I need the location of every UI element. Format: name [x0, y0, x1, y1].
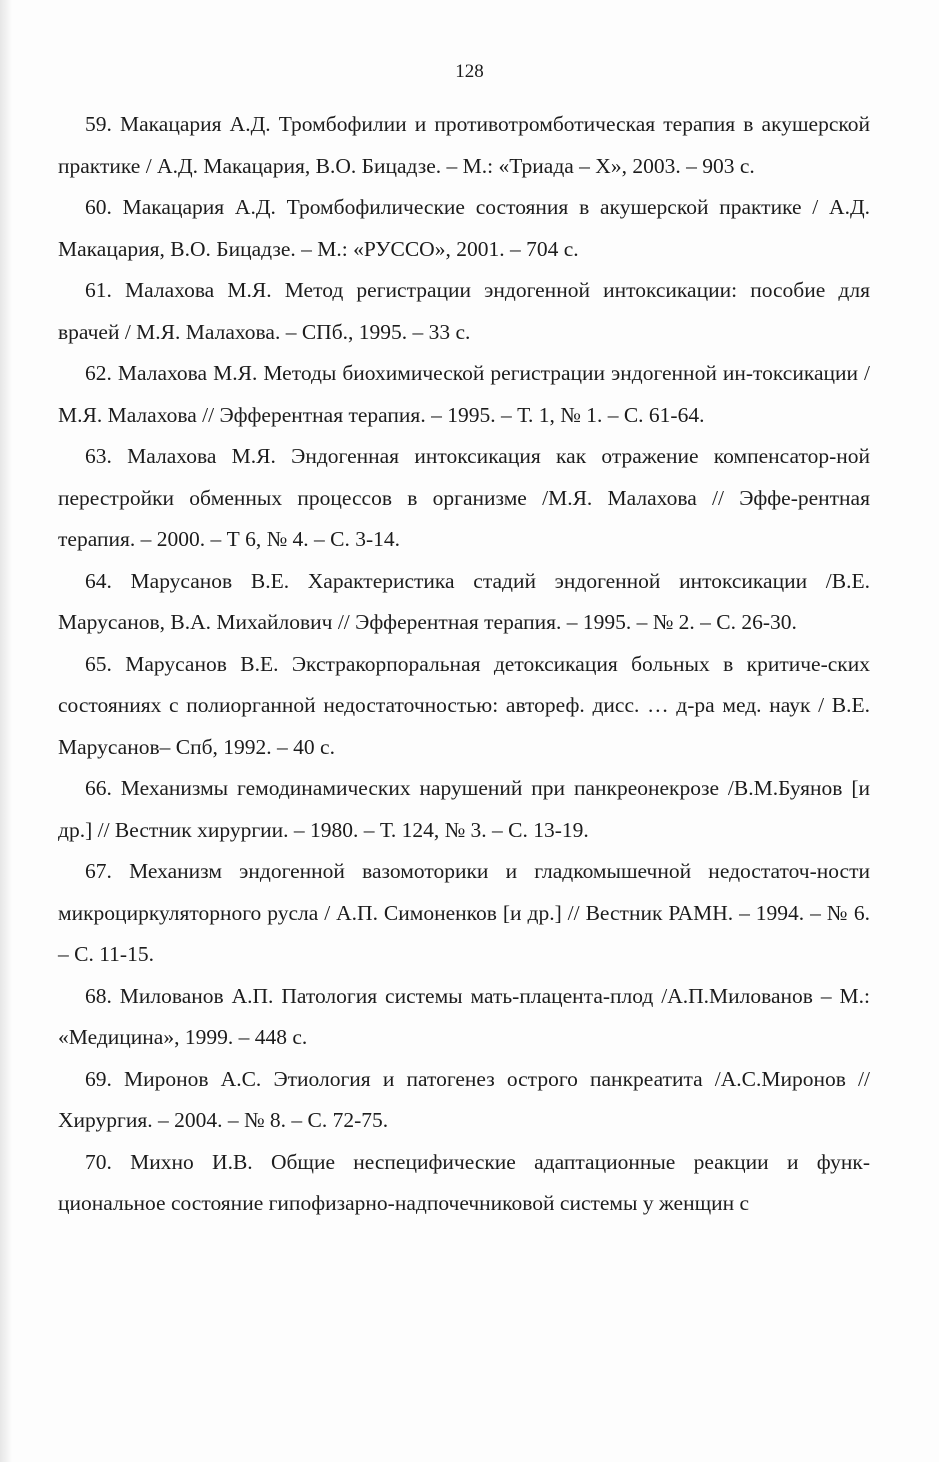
- reference-item: 62. Малахова М.Я. Методы биохимической регистрации эндогенной ин-токсикации / М.Я. Малахова // Эфферентная терапия. – 1995. – Т. 1, № 1. – С. 61-64.: [58, 361, 870, 427]
- reference-item: 68. Милованов А.П. Патология системы мать-плацента-плод /А.П.Милованов – М.: «Медицина», 1999. – 448 с.: [58, 983, 870, 1049]
- reference-item: 63. Малахова М.Я. Эндогенная интоксикация как отражение компенсатор-ной перестройки обменных процессов в организме /М.Я. Малахова // Эффе-рентная терапия. – 2000. – Т 6, № 4. – С. 3-14.: [58, 444, 870, 551]
- reference-item: 66. Механизмы гемодинамических нарушений при панкреонекрозе /В.М.Буянов [и др.] // Вестник хирургии. – 1980. – Т. 124, № 3. – С. 13-19.: [58, 776, 870, 842]
- reference-item: 59. Макацария А.Д. Тромбофилии и противотромботическая терапия в акушерской практике / А.Д. Макацария, В.О. Бицадзе. – М.: «Триада – Х», 2003. – 903 с.: [58, 112, 870, 178]
- page-number: 128: [455, 61, 484, 82]
- reference-item: 67. Механизм эндогенной вазомоторики и гладкомышечной недостаточ-ности микроциркуляторного русла / А.П. Симоненков [и др.] // Вестник РАМН. – 1994. – № 6. – С. 11-15.: [58, 859, 870, 966]
- reference-item: 69. Миронов А.С. Этиология и патогенез острого панкреатита /А.С.Миронов // Хирургия. – 2004. – № 8. – С. 72-75.: [58, 1066, 870, 1132]
- reference-item: 61. Малахова М.Я. Метод регистрации эндогенной интоксикации: пособие для врачей / М.Я. Малахова. – СПб., 1995. – 33 с.: [58, 278, 870, 344]
- reference-item: 60. Макацария А.Д. Тромбофилические состояния в акушерской практике / А.Д. Макацария, В.О. Бицадзе. – М.: «РУССО», 2001. – 704 с.: [58, 195, 870, 261]
- reference-item: 70. Михно И.В. Общие неспецифические адаптационные реакции и функ-циональное состояние гипофизарно-надпочечниковой системы у женщин с: [58, 1149, 870, 1215]
- page-edge-shadow: [0, 0, 12, 1462]
- reference-item: 65. Марусанов В.Е. Экстракорпоральная детоксикация больных в критиче-ских состояниях с полиорганной недостаточностью: автореф. дисс. … д-ра мед. наук / В.Е. Марусанов– Спб, 1992. – 40 с.: [58, 651, 870, 759]
- reference-list: [58, 104, 870, 1225]
- reference-item: 64. Марусанов В.Е. Характеристика стадий эндогенной интоксикации /В.Е. Марусанов, В.А. Михайлович // Эфферентная терапия. – 1995. – № 2. – С. 26-30.: [58, 568, 870, 634]
